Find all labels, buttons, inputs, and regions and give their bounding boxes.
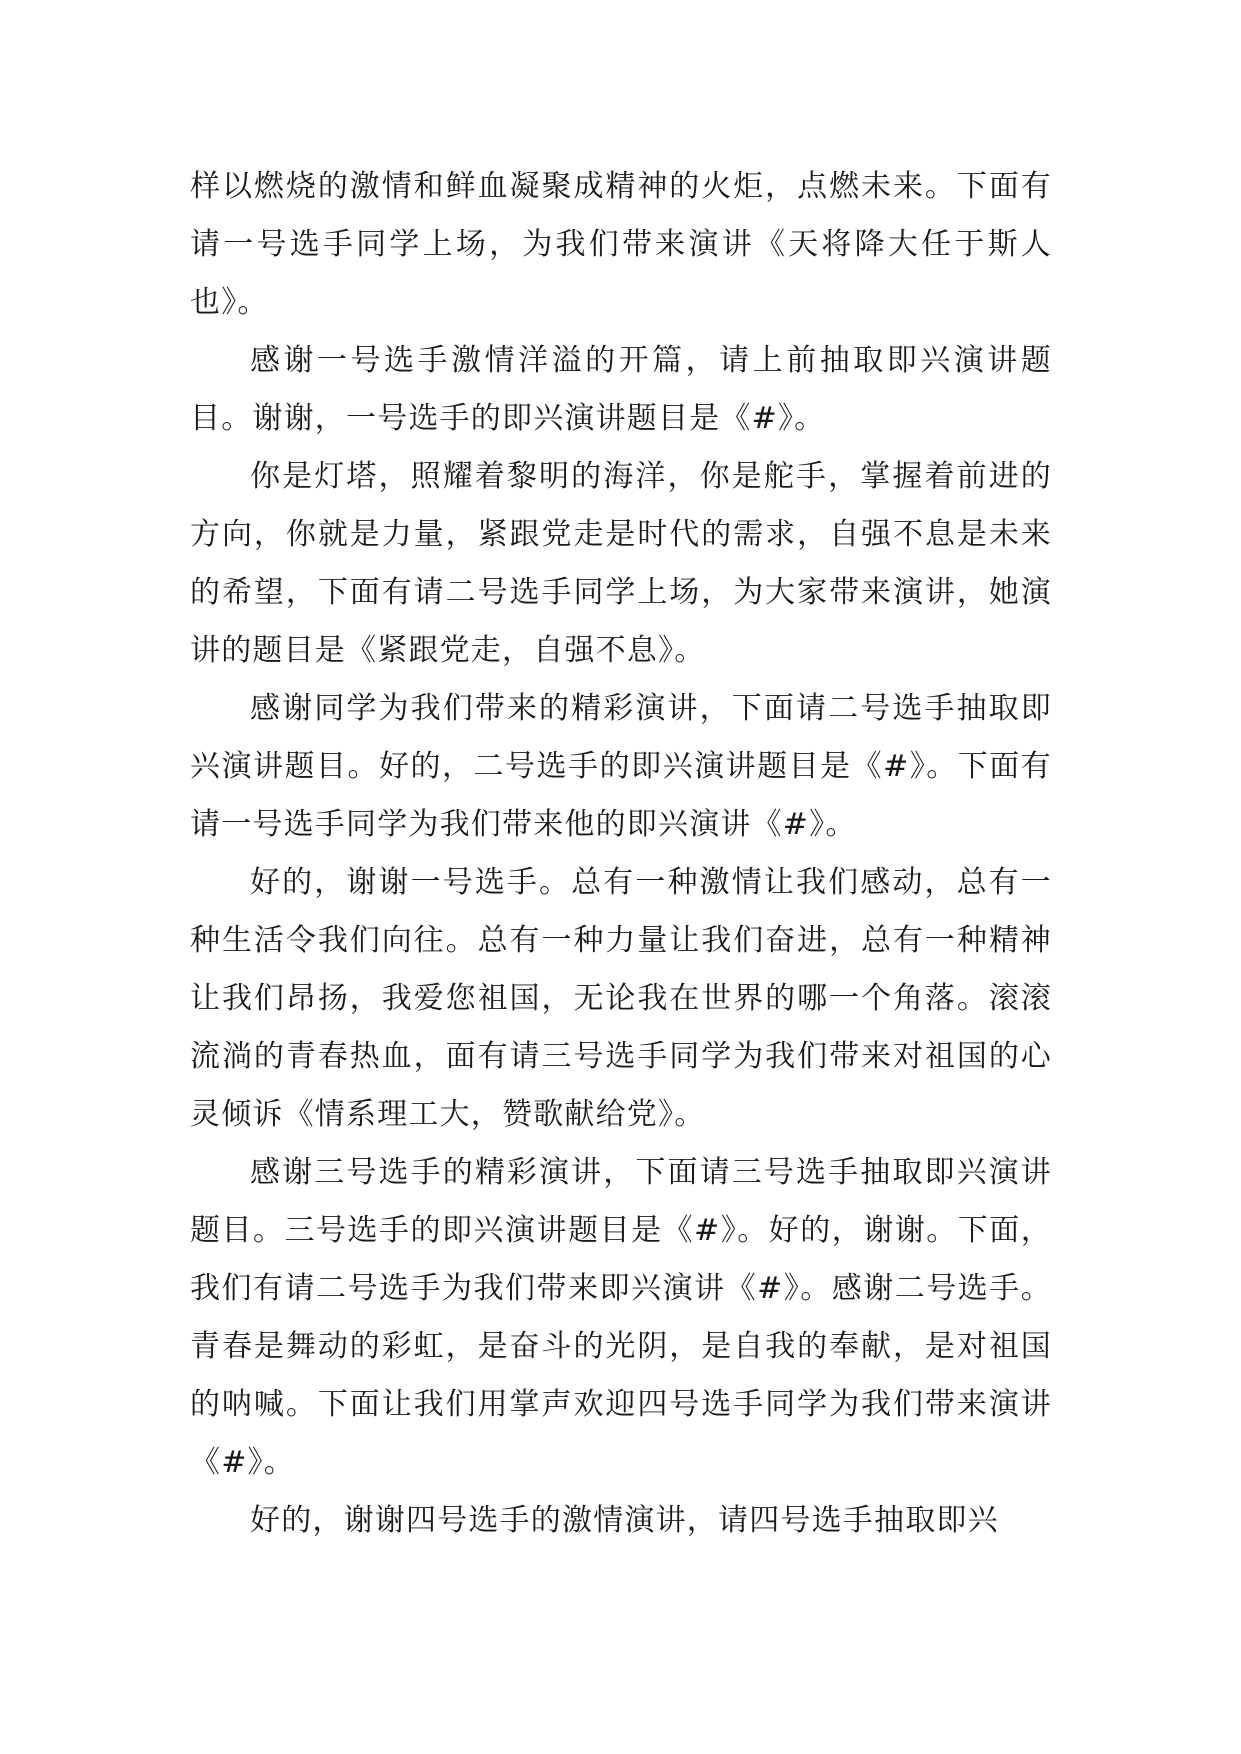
paragraph: 感谢一号选手激情洋溢的开篇，请上前抽取即兴演讲题目。谢谢，一号选手的即兴演讲题目是《#》。 — [190, 343, 1052, 436]
paragraph: 你是灯塔，照耀着黎明的海洋，你是舵手，掌握着前进的方向，你就是力量，紧跟党走是时代的需求，自强不息是未来的希望，下面有请二号选手同学上场，为大家带来演讲，她演讲的题目是《紧跟党走，自强不息》。 — [190, 459, 1052, 668]
paragraph: 好的，谢谢一号选手。总有一种激情让我们感动，总有一种生活令我们向往。总有一种力量让我们奋进，总有一种精神让我们昂扬，我爱您祖国，无论我在世界的哪一个角落。滚滚流淌的青春热血，面有请三号选手同学为我们带来对祖国的心灵倾诉《情系理工大，赞歌献给党》。 — [190, 865, 1052, 1132]
paragraph: 感谢同学为我们带来的精彩演讲，下面请二号选手抽取即兴演讲题目。好的，二号选手的即兴演讲题目是《#》。下面有请一号选手同学为我们带来他的即兴演讲《#》。 — [190, 691, 1052, 842]
document-body — [190, 158, 1052, 1550]
paragraph: 好的，谢谢四号选手的激情演讲，请四号选手抽取即兴 — [250, 1503, 999, 1538]
paragraph: 样以燃烧的激情和鲜血凝聚成精神的火炬，点燃未来。下面有请一号选手同学上场，为我们带来演讲《天将降大任于斯人也》。 — [190, 169, 1052, 320]
paragraph: 感谢三号选手的精彩演讲，下面请三号选手抽取即兴演讲题目。三号选手的即兴演讲题目是《#》。好的，谢谢。下面，我们有请二号选手为我们带来即兴演讲《#》。感谢二号选手。青春是舞动的彩虹，是奋斗的光阴，是自我的奉献，是对祖国的呐喊。下面让我们用掌声欢迎四号选手同学为我们带来演讲《#》。 — [190, 1155, 1052, 1480]
